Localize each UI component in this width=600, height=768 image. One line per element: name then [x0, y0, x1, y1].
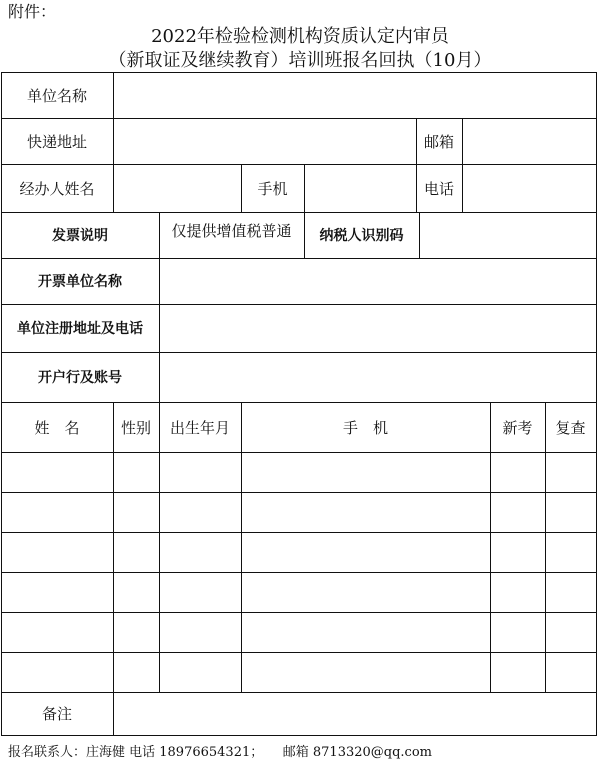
- invoice-note-label: 发票说明: [52, 228, 108, 244]
- unit-name-label: 单位名称: [26, 86, 87, 105]
- mobile-label: 手机: [257, 179, 288, 198]
- taxpayer-id-field[interactable]: [420, 213, 596, 258]
- contact-footer: 报名联系人：庄海健 电话 18976654321； 邮箱 8713320@qq.com: [8, 745, 432, 760]
- col-header-gender: 性别: [120, 418, 151, 437]
- col-header-birth: 出生年月: [169, 418, 230, 437]
- participant-row[interactable]: [2, 653, 596, 692]
- delivery-address-label: 快递地址: [26, 132, 87, 151]
- postcode-field[interactable]: [463, 119, 596, 164]
- postcode-label: 邮箱: [423, 132, 454, 151]
- rule: [596, 72, 597, 736]
- registered-address-label: 单位注册地址及电话: [17, 321, 143, 337]
- participant-row[interactable]: [2, 493, 596, 532]
- col-header-new: 新考: [502, 418, 533, 437]
- participant-row[interactable]: [2, 533, 596, 572]
- col-header-mobile: 手 机: [342, 418, 388, 437]
- phone-label: 电话: [423, 179, 454, 198]
- invoice-unit-label: 开票单位名称: [38, 274, 122, 290]
- participant-row[interactable]: [2, 613, 596, 652]
- remarks-field[interactable]: [114, 693, 596, 735]
- invoice-type-text: 仅提供增值税普通: [171, 222, 292, 240]
- bank-account-field[interactable]: [160, 353, 596, 402]
- participant-row[interactable]: [2, 453, 596, 492]
- col-header-name: 姓 名: [34, 418, 80, 437]
- unit-name-field[interactable]: [114, 73, 596, 118]
- title-line-1: 2022年检验检测机构资质认定内审员: [151, 26, 449, 47]
- attachment-label: 附件：: [8, 2, 57, 21]
- bank-account-label: 开户行及账号: [38, 370, 122, 386]
- title-line-2: （新取证及继续教育）培训班报名回执（10月）: [108, 50, 492, 71]
- handler-name-label: 经办人姓名: [19, 179, 95, 198]
- phone-field[interactable]: [463, 165, 596, 212]
- registration-table: [1, 72, 597, 736]
- taxpayer-id-label: 纳税人识别码: [319, 228, 404, 244]
- registered-address-field[interactable]: [160, 305, 596, 352]
- remarks-label: 备注: [41, 705, 72, 723]
- rule: [1, 735, 597, 736]
- delivery-address-field[interactable]: [114, 119, 416, 164]
- mobile-field[interactable]: [305, 165, 416, 212]
- invoice-unit-field[interactable]: [160, 259, 596, 304]
- col-header-review: 复查: [555, 418, 586, 437]
- participant-row[interactable]: [2, 573, 596, 612]
- handler-name-field[interactable]: [114, 165, 241, 212]
